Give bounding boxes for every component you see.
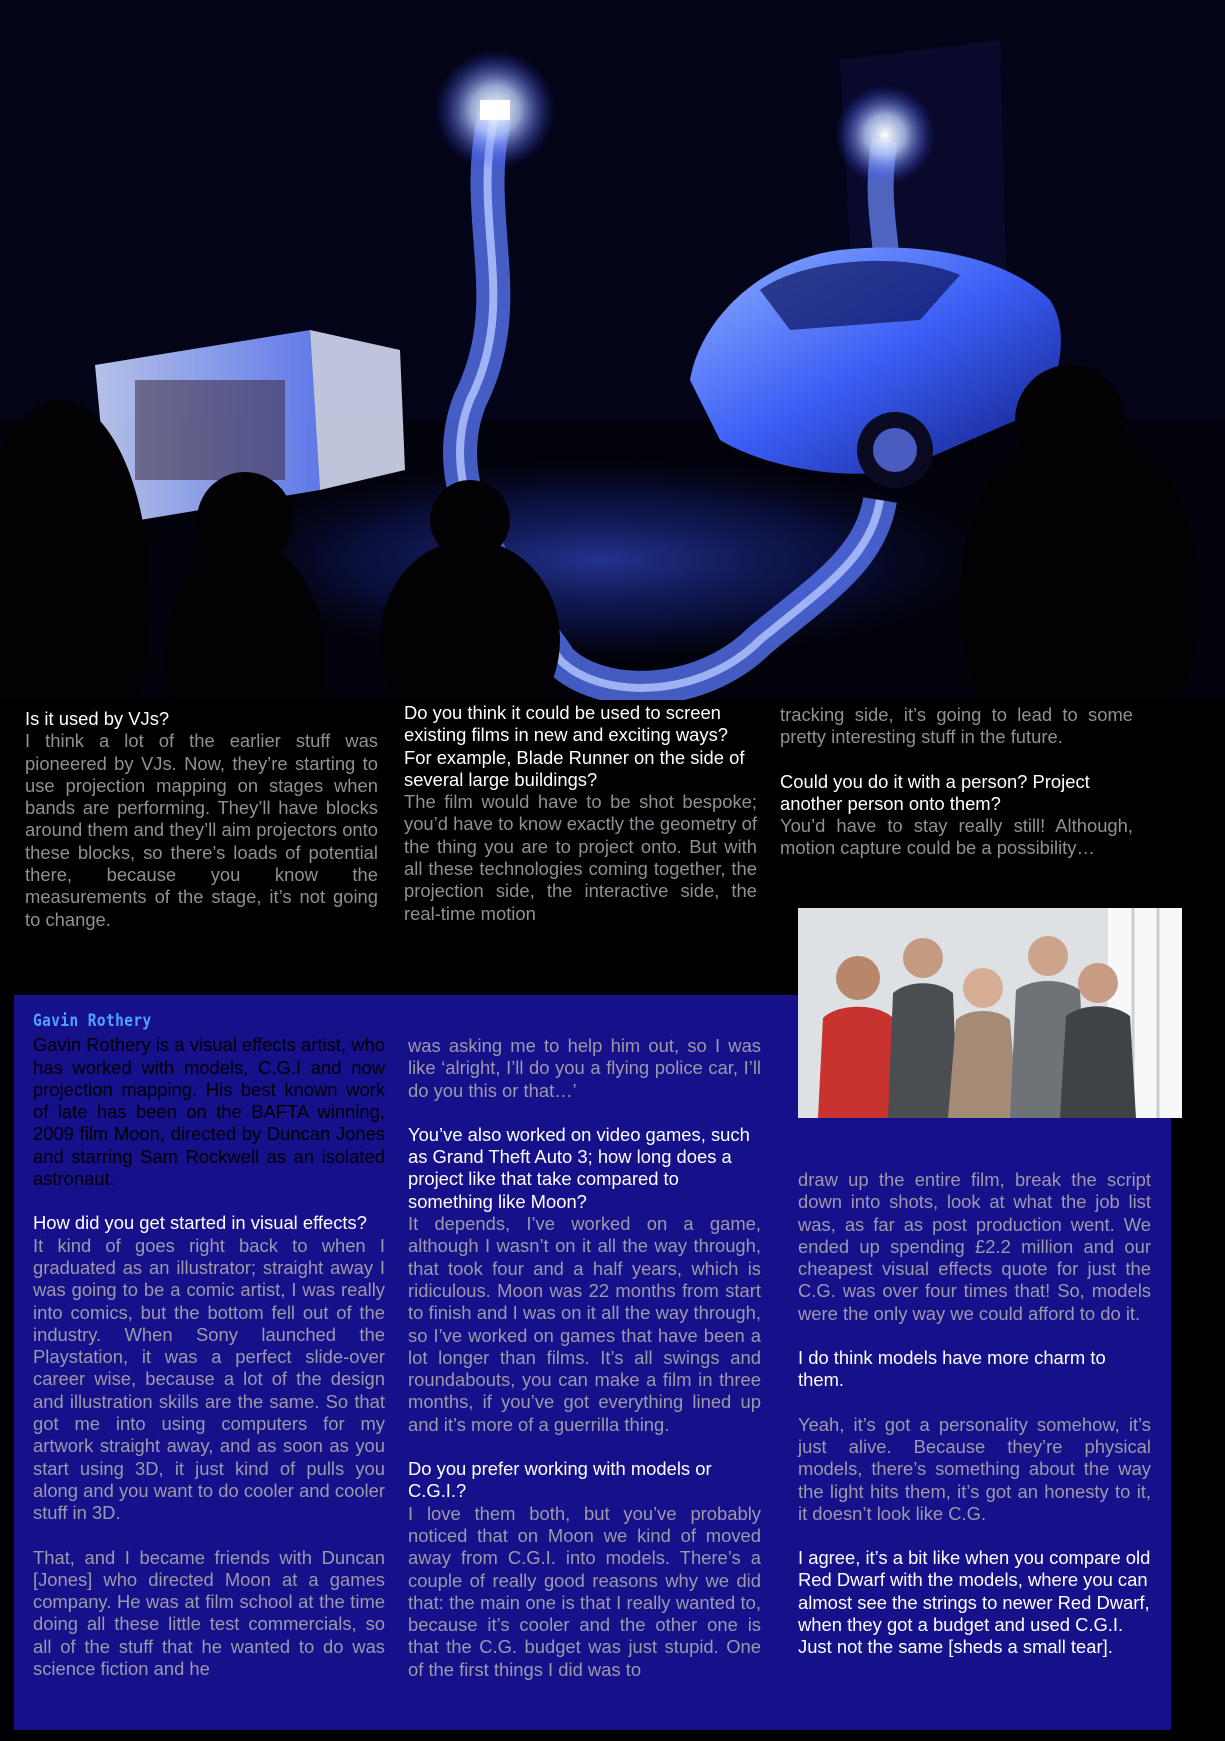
top-column-1 — [25, 708, 378, 931]
answer: was asking me to help him out, so I was like ‘alright, I’ll do you a flying police car, I’ll do you this or that…’ — [408, 1035, 761, 1101]
hero-illustration — [0, 0, 1225, 700]
question: I do think models have more charm to them. — [798, 1347, 1106, 1391]
question: You’ve also worked on video games, such as Grand Theft Auto 3; how long does a project like that take compared to something like Moon? — [408, 1123, 750, 1212]
question: Do you think it could be used to screen existing films in new and exciting ways? For example, Blade Runner on the side of several large buildings? — [404, 702, 745, 790]
question: How did you get started in visual effects? — [33, 1212, 367, 1234]
answer: tracking side, it’s going to lead to some pretty interesting stuff in the future. — [780, 704, 1133, 748]
group-photo-illustration — [798, 908, 1182, 1118]
answer: I think a lot of the earlier stuff was pioneered by VJs. Now, they’re starting to use projection mapping on stages when bands are performing. They’ll have blocks around them and they’ll aim projectors onto these blocks, so there’s loads of potential there, because you know the measurements of the stage, it’s not going to change. — [25, 730, 378, 930]
answer: It depends, I’ve worked on a game, although I wasn’t on it all the way through, that took four and a half years, which is ridiculous. Moon was 22 months from start to finish and I was on it all the way through, so I’ve worked on games that have been a lot longer than films. It’s all swings and roundabouts, you can make a film in three months, if you’ve got everything lined up and it’s more of a guerrilla thing. — [408, 1213, 761, 1435]
question: Could you do it with a person? Project another person onto them? — [780, 770, 1090, 814]
question: Do you prefer working with models or C.G.I.? — [408, 1458, 712, 1502]
answer: I love them both, but you’ve probably noticed that on Moon we kind of moved away from C.G.I. into models. There’s a couple of really good reasons why we did that: the main one is that I really wanted to, because it’s cooler and the other one is that the C.G. budget was just stupid. One of the first things I did was to — [408, 1502, 761, 1680]
panel-column-1 — [33, 1010, 385, 1680]
answer: You’d have to stay really still! Although, motion capture could be a possibility… — [780, 815, 1133, 859]
question: Is it used by VJs? — [25, 708, 170, 729]
panel-column-3 — [798, 1169, 1151, 1659]
hero-photo — [0, 0, 1225, 700]
author-name: Gavin Rothery — [33, 1011, 152, 1031]
group-photo — [798, 908, 1182, 1118]
answer: It kind of goes right back to when I graduated as an illustrator; straight away I was going to be a comic artist, I was really into comics, but the bottom fell out of the industry. When Sony launched the Playstation, it was a perfect slide-over career wise, because a lot of the design and illustration skills are the same. So that got me into using computers for my artwork straight away, and as soon as you start using 3D, it just kind of pulls you along and you want to do cooler and cooler stuff in 3D. — [33, 1234, 385, 1524]
answer: draw up the entire film, break the script down into shots, look at what the job list was, as far as post production went. We ended up spending £2.2 million and our cheapest visual effects quote for just the C.G. was over four times that! So, models were the only way we could afford to do it. — [798, 1169, 1151, 1324]
top-column-3 — [780, 704, 1133, 860]
author-intro: Gavin Rothery is a visual effects artist, who has worked with models, C.G.I and now projection mapping. His best known work of late has been on the BAFTA winning, 2009 film Moon, directed by Duncan Jones and starring Sam Rockwell as an isolated astronaut. — [33, 1034, 385, 1190]
question: I agree, it’s a bit like when you compare old Red Dwarf with the models, where you can almost see the strings to newer Red Dwarf, when they got a budget and used C.G.I. Just not the same [sheds a small tear]. — [798, 1547, 1151, 1658]
answer: That, and I became friends with Duncan [Jones] who directed Moon at a games company. He was at film school at the time doing all these little test commercials, so all of the stuff that he wanted to do was science fiction and he — [33, 1546, 385, 1680]
panel-column-2 — [408, 1035, 761, 1681]
top-column-2 — [404, 702, 757, 925]
answer: The film would have to be shot bespoke; you’d have to know exactly the geometry of the thing you are to project onto. But with all these technologies coming together, the projection side, the interactive side, the real-time motion — [404, 791, 757, 924]
answer: Yeah, it’s got a personality somehow, it’s just alive. Because they’re physical models, there’s something about the way the light hits them, it’s got an honesty to it, it doesn’t look like C.G. — [798, 1413, 1151, 1524]
